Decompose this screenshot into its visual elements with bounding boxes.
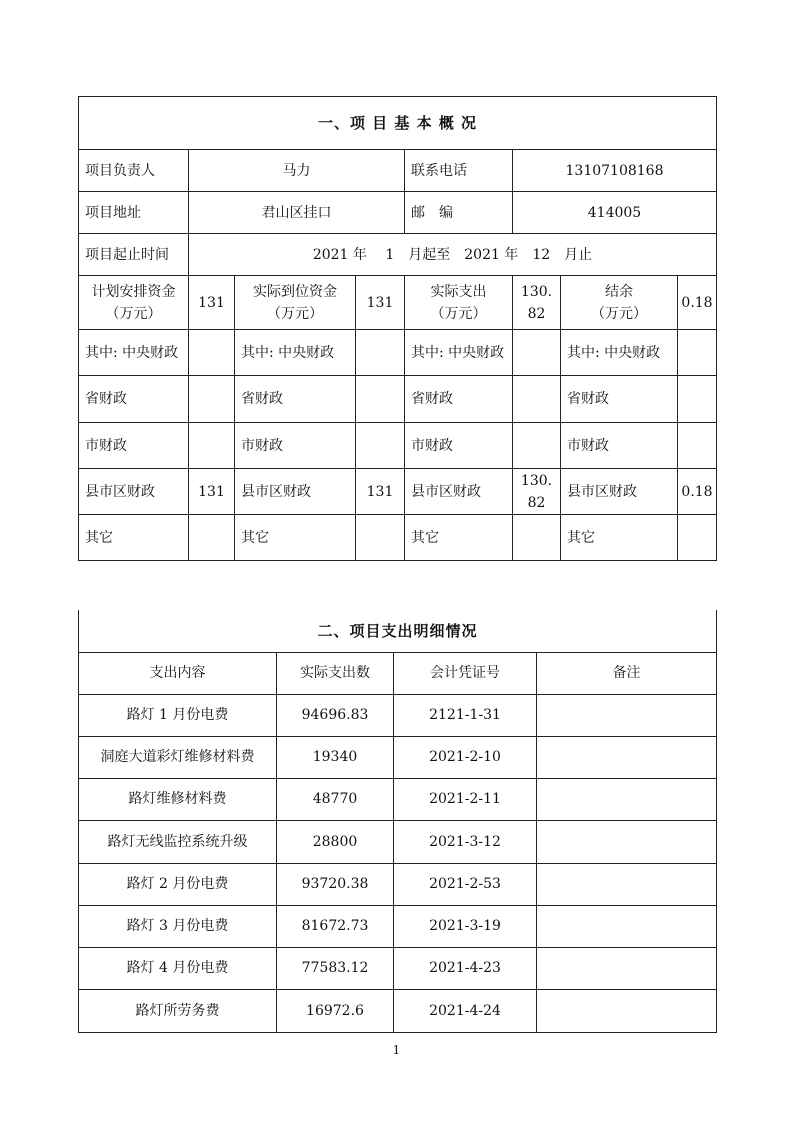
balance-label	[561, 276, 678, 330]
funding-row-province	[79, 376, 717, 423]
city-a-value	[189, 423, 235, 469]
balance-value: 0.18	[678, 276, 717, 330]
expense-voucher: 2021-2-11	[394, 778, 537, 820]
expense-note	[537, 778, 717, 820]
funding-row-city	[79, 423, 717, 469]
central-c-label: 其中: 中央财政	[405, 330, 513, 376]
expense-content: 路灯 4 月份电费	[79, 947, 277, 989]
manager-label: 项目负责人	[79, 150, 189, 192]
other-c-label: 其它	[405, 515, 513, 561]
province-c-label: 省财政	[405, 376, 513, 423]
other-d-label: 其它	[561, 515, 678, 561]
county-d-label: 县市区财政	[561, 469, 678, 515]
spent-label-line1: 实际支出	[430, 283, 487, 300]
expense-voucher: 2021-4-23	[394, 947, 537, 989]
expense-voucher: 2021-3-12	[394, 820, 537, 863]
received-funds-label	[235, 276, 356, 330]
city-b-value	[356, 423, 405, 469]
other-c-value	[513, 515, 561, 561]
expense-note	[537, 989, 717, 1032]
section1-title: 一、项 目 基 本 概 况	[79, 97, 717, 150]
table-row	[79, 989, 717, 1032]
expense-detail-table	[78, 610, 717, 1033]
expense-amount: 77583.12	[277, 947, 394, 989]
expense-amount: 16972.6	[277, 989, 394, 1032]
header-note: 备注	[537, 652, 717, 694]
expense-voucher: 2021-2-10	[394, 736, 537, 778]
expense-content: 路灯所劳务费	[79, 989, 277, 1032]
manager-value: 马力	[189, 150, 405, 192]
period-label: 项目起止时间	[79, 234, 189, 276]
expense-voucher: 2021-3-19	[394, 905, 537, 947]
province-a-value	[189, 376, 235, 423]
funding-row-other	[79, 515, 717, 561]
county-c-value-line1: 130.	[520, 472, 553, 489]
postcode-label: 邮 编	[405, 192, 513, 234]
county-c-value	[513, 469, 561, 515]
phone-label: 联系电话	[405, 150, 513, 192]
central-b-value	[356, 330, 405, 376]
planned-funds-label-line2: （万元）	[105, 305, 162, 322]
county-b-value: 131	[356, 469, 405, 515]
header-voucher: 会计凭证号	[394, 652, 537, 694]
expense-amount: 48770	[277, 778, 394, 820]
county-c-label: 县市区财政	[405, 469, 513, 515]
expense-amount: 94696.83	[277, 694, 394, 736]
funding-row-county	[79, 469, 717, 515]
table-row	[79, 863, 717, 905]
balance-label-line2: （万元）	[591, 305, 647, 322]
expense-content: 路灯维修材料费	[79, 778, 277, 820]
expense-amount: 81672.73	[277, 905, 394, 947]
project-overview-table	[78, 96, 717, 561]
city-d-label: 市财政	[561, 423, 678, 469]
expense-amount: 93720.38	[277, 863, 394, 905]
city-c-value	[513, 423, 561, 469]
expense-content: 路灯 1 月份电费	[79, 694, 277, 736]
received-funds-value: 131	[356, 276, 405, 330]
expense-note	[537, 736, 717, 778]
central-d-label: 其中: 中央财政	[561, 330, 678, 376]
province-d-value	[678, 376, 717, 423]
expense-content: 洞庭大道彩灯维修材料费	[79, 736, 277, 778]
planned-funds-label-line1: 计划安排资金	[91, 283, 176, 300]
other-a-label: 其它	[79, 515, 189, 561]
county-a-value: 131	[189, 469, 235, 515]
received-funds-label-line2: （万元）	[267, 305, 323, 322]
expense-note	[537, 820, 717, 863]
section2-title: 二、项目支出明细情况	[79, 610, 717, 652]
other-b-value	[356, 515, 405, 561]
period-value: 2021 年 1 月起至 2021 年 12 月止	[189, 234, 717, 276]
central-c-value	[513, 330, 561, 376]
province-b-label: 省财政	[235, 376, 356, 423]
header-amount: 实际支出数	[277, 652, 394, 694]
province-a-label: 省财政	[79, 376, 189, 423]
city-b-label: 市财政	[235, 423, 356, 469]
central-a-value	[189, 330, 235, 376]
address-label: 项目地址	[79, 192, 189, 234]
central-b-label: 其中: 中央财政	[235, 330, 356, 376]
city-c-label: 市财政	[405, 423, 513, 469]
expense-note	[537, 905, 717, 947]
planned-funds-label	[79, 276, 189, 330]
expense-voucher: 2021-2-53	[394, 863, 537, 905]
phone-value: 13107108168	[513, 150, 717, 192]
expense-amount: 19340	[277, 736, 394, 778]
spent-value-line2: 82	[527, 305, 546, 322]
central-a-label: 其中: 中央财政	[79, 330, 189, 376]
expense-voucher: 2121-1-31	[394, 694, 537, 736]
other-b-label: 其它	[235, 515, 356, 561]
spent-value	[513, 276, 561, 330]
table-row	[79, 820, 717, 863]
county-c-value-line2: 82	[527, 494, 546, 511]
balance-label-line1: 结余	[605, 283, 633, 300]
county-d-value: 0.18	[678, 469, 717, 515]
expense-content: 路灯 2 月份电费	[79, 863, 277, 905]
table-row	[79, 694, 717, 736]
funding-row-central	[79, 330, 717, 376]
central-d-value	[678, 330, 717, 376]
table-row	[79, 778, 717, 820]
table-row	[79, 905, 717, 947]
spent-label-line2: （万元）	[430, 305, 487, 322]
city-a-label: 市财政	[79, 423, 189, 469]
header-content: 支出内容	[79, 652, 277, 694]
province-d-label: 省财政	[561, 376, 678, 423]
page-number: 1	[392, 1043, 401, 1057]
expense-content: 路灯 3 月份电费	[79, 905, 277, 947]
province-b-value	[356, 376, 405, 423]
other-a-value	[189, 515, 235, 561]
planned-funds-value: 131	[189, 276, 235, 330]
expense-note	[537, 863, 717, 905]
spent-value-line1: 130.	[520, 283, 553, 300]
table-row	[79, 736, 717, 778]
expense-voucher: 2021-4-24	[394, 989, 537, 1032]
spent-label	[405, 276, 513, 330]
postcode-value: 414005	[513, 192, 717, 234]
expense-header-row	[79, 652, 717, 694]
city-d-value	[678, 423, 717, 469]
expense-note	[537, 694, 717, 736]
expense-amount: 28800	[277, 820, 394, 863]
county-b-label: 县市区财政	[235, 469, 356, 515]
expense-content: 路灯无线监控系统升级	[79, 820, 277, 863]
province-c-value	[513, 376, 561, 423]
received-funds-label-line1: 实际到位资金	[253, 283, 337, 300]
address-value: 君山区挂口	[189, 192, 405, 234]
county-a-label: 县市区财政	[79, 469, 189, 515]
other-d-value	[678, 515, 717, 561]
expense-note	[537, 947, 717, 989]
table-row	[79, 947, 717, 989]
